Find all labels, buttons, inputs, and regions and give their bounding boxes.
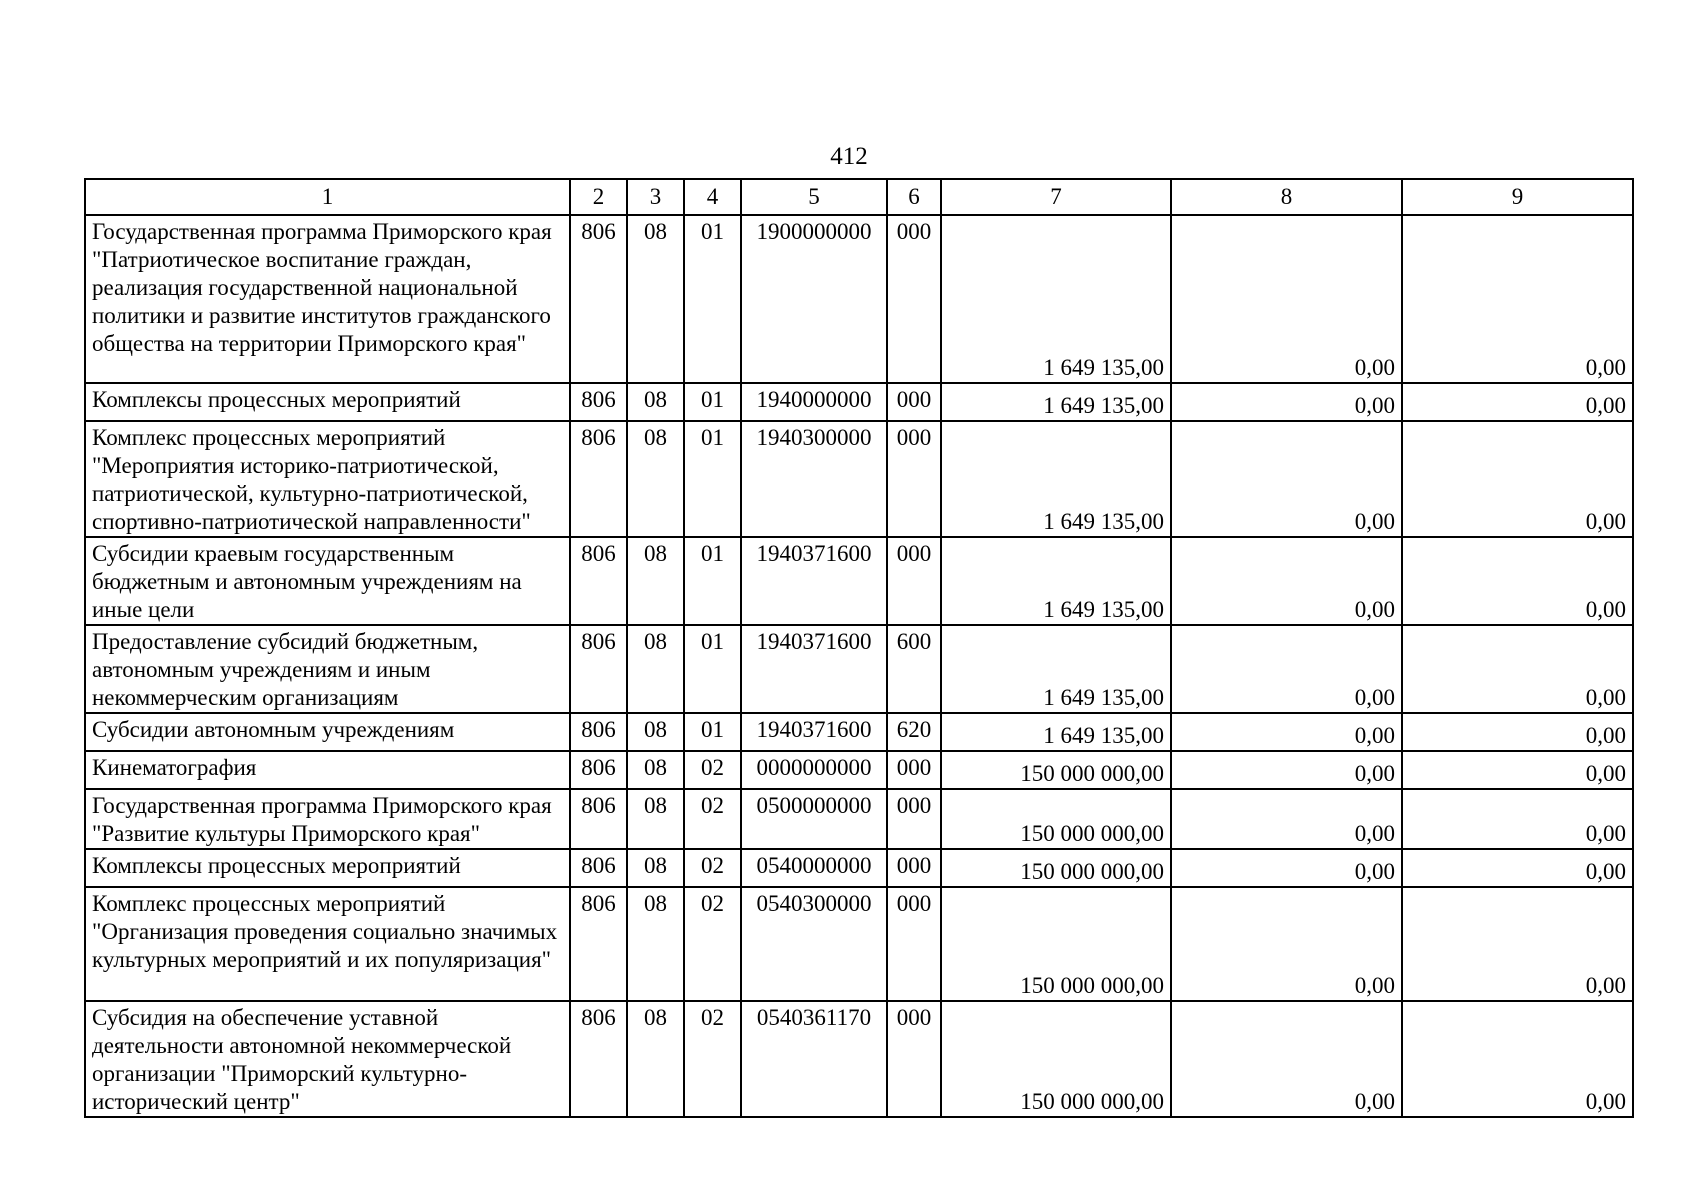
cell-col-5: 0540000000 [741, 849, 887, 887]
cell-col-9: 0,00 [1402, 537, 1633, 625]
table-row [85, 421, 1633, 537]
cell-col-4: 01 [684, 421, 741, 537]
cell-col-5: 0000000000 [741, 751, 887, 789]
cell-col-5: 0540361170 [741, 1001, 887, 1117]
cell-col-4: 02 [684, 1001, 741, 1117]
cell-col-8: 0,00 [1171, 537, 1402, 625]
cell-col-7: 1 649 135,00 [941, 383, 1171, 421]
cell-col-3: 08 [627, 751, 684, 789]
cell-col-8: 0,00 [1171, 1001, 1402, 1117]
cell-col-7: 150 000 000,00 [941, 849, 1171, 887]
cell-col-2: 806 [570, 789, 627, 849]
cell-col-3: 08 [627, 421, 684, 537]
page-number: 412 [830, 143, 868, 170]
cell-col-9: 0,00 [1402, 887, 1633, 1001]
cell-col-6: 000 [887, 215, 941, 383]
row-name: Субсидии краевым государственным бюджетным и автономным учреждениям на иные цели [85, 537, 570, 625]
column-header: 7 [941, 179, 1171, 215]
cell-col-7: 1 649 135,00 [941, 421, 1171, 537]
table-row [85, 849, 1633, 887]
cell-col-3: 08 [627, 713, 684, 751]
cell-col-9: 0,00 [1402, 751, 1633, 789]
cell-col-8: 0,00 [1171, 789, 1402, 849]
cell-col-6: 000 [887, 751, 941, 789]
cell-col-8: 0,00 [1171, 713, 1402, 751]
cell-col-3: 08 [627, 887, 684, 1001]
cell-col-9: 0,00 [1402, 421, 1633, 537]
cell-col-7: 1 649 135,00 [941, 537, 1171, 625]
cell-col-7: 150 000 000,00 [941, 789, 1171, 849]
column-header: 5 [741, 179, 887, 215]
cell-col-2: 806 [570, 751, 627, 789]
cell-col-4: 01 [684, 215, 741, 383]
table-row [85, 751, 1633, 789]
cell-col-4: 02 [684, 849, 741, 887]
row-name: Комплексы процессных мероприятий [85, 383, 570, 421]
row-name: Кинематография [85, 751, 570, 789]
column-header: 9 [1402, 179, 1633, 215]
cell-col-2: 806 [570, 713, 627, 751]
row-name: Субсидии автономным учреждениям [85, 713, 570, 751]
cell-col-2: 806 [570, 849, 627, 887]
table-row [85, 1001, 1633, 1117]
cell-col-2: 806 [570, 1001, 627, 1117]
cell-col-2: 806 [570, 383, 627, 421]
cell-col-8: 0,00 [1171, 215, 1402, 383]
cell-col-3: 08 [627, 215, 684, 383]
cell-col-7: 1 649 135,00 [941, 215, 1171, 383]
table-row [85, 789, 1633, 849]
column-header: 2 [570, 179, 627, 215]
cell-col-6: 000 [887, 887, 941, 1001]
cell-col-5: 1940371600 [741, 537, 887, 625]
cell-col-9: 0,00 [1402, 849, 1633, 887]
budget-table [84, 178, 1634, 1118]
cell-col-9: 0,00 [1402, 383, 1633, 421]
cell-col-6: 000 [887, 1001, 941, 1117]
cell-col-4: 01 [684, 383, 741, 421]
cell-col-3: 08 [627, 625, 684, 713]
cell-col-4: 02 [684, 887, 741, 1001]
row-name: Государственная программа Приморского края "Патриотическое воспитание граждан, реализация государственной национальной политики и развитие институтов гражданского общества на территории Приморского края" [85, 215, 570, 383]
cell-col-3: 08 [627, 537, 684, 625]
table-row [85, 383, 1633, 421]
table-row [85, 713, 1633, 751]
column-header: 3 [627, 179, 684, 215]
cell-col-4: 02 [684, 751, 741, 789]
row-name: Комплекс процессных мероприятий "Организация проведения социально значимых культурных мероприятий и их популяризация" [85, 887, 570, 1001]
cell-col-4: 01 [684, 713, 741, 751]
cell-col-4: 02 [684, 789, 741, 849]
cell-col-5: 1940371600 [741, 625, 887, 713]
cell-col-3: 08 [627, 383, 684, 421]
cell-col-6: 000 [887, 421, 941, 537]
cell-col-3: 08 [627, 1001, 684, 1117]
cell-col-6: 000 [887, 789, 941, 849]
table-row [85, 537, 1633, 625]
cell-col-2: 806 [570, 887, 627, 1001]
column-header: 8 [1171, 179, 1402, 215]
cell-col-7: 1 649 135,00 [941, 625, 1171, 713]
table-row [85, 215, 1633, 383]
cell-col-2: 806 [570, 537, 627, 625]
cell-col-9: 0,00 [1402, 215, 1633, 383]
cell-col-2: 806 [570, 625, 627, 713]
cell-col-8: 0,00 [1171, 421, 1402, 537]
cell-col-4: 01 [684, 625, 741, 713]
row-name: Комплекс процессных мероприятий "Мероприятия историко-патриотической, патриотической, культурно-патриотической, спортивно-патриотической направленности" [85, 421, 570, 537]
cell-col-8: 0,00 [1171, 887, 1402, 1001]
table-row [85, 887, 1633, 1001]
cell-col-7: 150 000 000,00 [941, 751, 1171, 789]
cell-col-6: 000 [887, 537, 941, 625]
row-name: Предоставление субсидий бюджетным, автономным учреждениям и иным некоммерческим организациям [85, 625, 570, 713]
column-header: 1 [85, 179, 570, 215]
cell-col-5: 1940300000 [741, 421, 887, 537]
cell-col-9: 0,00 [1402, 1001, 1633, 1117]
cell-col-7: 1 649 135,00 [941, 713, 1171, 751]
column-header: 6 [887, 179, 941, 215]
cell-col-3: 08 [627, 849, 684, 887]
table-row [85, 625, 1633, 713]
cell-col-8: 0,00 [1171, 383, 1402, 421]
cell-col-2: 806 [570, 215, 627, 383]
cell-col-5: 0540300000 [741, 887, 887, 1001]
cell-col-7: 150 000 000,00 [941, 1001, 1171, 1117]
cell-col-9: 0,00 [1402, 789, 1633, 849]
cell-col-4: 01 [684, 537, 741, 625]
cell-col-8: 0,00 [1171, 751, 1402, 789]
cell-col-6: 000 [887, 383, 941, 421]
cell-col-5: 1900000000 [741, 215, 887, 383]
cell-col-2: 806 [570, 421, 627, 537]
cell-col-8: 0,00 [1171, 625, 1402, 713]
cell-col-9: 0,00 [1402, 713, 1633, 751]
cell-col-5: 1940371600 [741, 713, 887, 751]
column-header: 4 [684, 179, 741, 215]
row-name: Государственная программа Приморского края "Развитие культуры Приморского края" [85, 789, 570, 849]
row-name: Субсидия на обеспечение уставной деятельности автономной некоммерческой организации "Приморский культурно-исторический центр" [85, 1001, 570, 1117]
cell-col-7: 150 000 000,00 [941, 887, 1171, 1001]
cell-col-3: 08 [627, 789, 684, 849]
cell-col-6: 620 [887, 713, 941, 751]
cell-col-8: 0,00 [1171, 849, 1402, 887]
cell-col-6: 600 [887, 625, 941, 713]
cell-col-5: 1940000000 [741, 383, 887, 421]
cell-col-9: 0,00 [1402, 625, 1633, 713]
table-header-row [85, 179, 1633, 215]
row-name: Комплексы процессных мероприятий [85, 849, 570, 887]
cell-col-6: 000 [887, 849, 941, 887]
cell-col-5: 0500000000 [741, 789, 887, 849]
